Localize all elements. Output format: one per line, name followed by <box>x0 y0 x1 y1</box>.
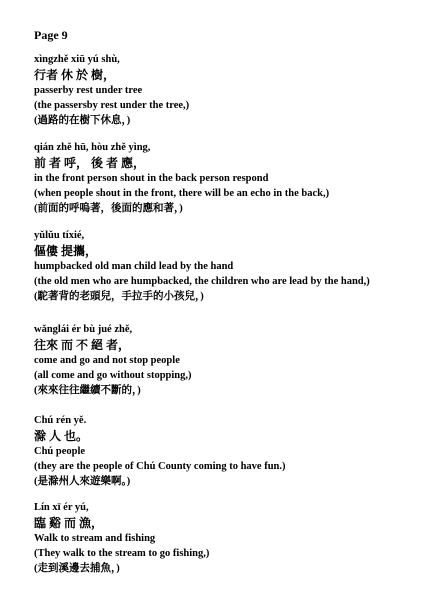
translation-line: (the old men who are humpbacked, the children who are lead by the hand,) <box>34 276 370 287</box>
pinyin-line: xìngzhě xiū yú shù, <box>34 54 120 65</box>
chinese-paraphrase-line: (駝著背的老頭兒，手拉手的小孩兒，) <box>34 291 204 302</box>
page-title: Page 9 <box>34 28 68 42</box>
pinyin-line: qián zhě hū, hòu zhě yìng, <box>34 142 151 153</box>
english-gloss-line: in the front person shout in the back person respond <box>34 173 269 184</box>
verse-block-1 <box>34 52 189 128</box>
translation-line: (They walk to the stream to go fishing,) <box>34 548 210 559</box>
hanzi-line: 滁 人 也。 <box>34 429 89 443</box>
chinese-paraphrase-line: (走到溪邊去捕魚，) <box>34 563 120 574</box>
hanzi-line: 前 者 呼， 後 者 應， <box>34 156 146 170</box>
hanzi-line: 行者 休 於 樹， <box>34 68 116 82</box>
english-gloss-line: passerby rest under tree <box>34 85 143 96</box>
chinese-paraphrase-line: (來來往往繼續不斷的，) <box>34 385 141 396</box>
translation-line: (the passersby rest under the tree,) <box>34 100 190 111</box>
translation-line: (they are the people of Chú County coming to have fun.) <box>34 461 286 472</box>
verse-block-4 <box>34 322 192 398</box>
hanzi-line: 往來 而 不 絕 者， <box>34 338 131 352</box>
hanzi-line: 傴僂 提攜， <box>34 244 98 258</box>
pinyin-line: Lín xī ér yú, <box>34 502 89 513</box>
chinese-paraphrase-line: (過路的在樹下休息，) <box>34 115 131 126</box>
chinese-paraphrase-line: (是滁州人來遊樂啊。) <box>34 476 131 487</box>
english-gloss-line: humpbacked old man child lead by the hand <box>34 261 234 272</box>
english-gloss-line: Walk to stream and fishing <box>34 533 156 544</box>
chinese-paraphrase-line: (前面的呼嗚著，後面的應和著，) <box>34 203 183 214</box>
english-gloss-line: come and go and not stop people <box>34 355 180 366</box>
verse-block-5 <box>34 413 286 489</box>
pinyin-line: yǔlǔu tíxié, <box>34 230 85 241</box>
verse-block-2 <box>34 140 329 216</box>
hanzi-line: 臨 谿 而 漁， <box>34 516 104 530</box>
translation-line: (when people shout in the front, there will be an echo in the back,) <box>34 188 330 199</box>
pinyin-line: Chú rén yě. <box>34 415 87 426</box>
pinyin-line: wǎnglái ér bù jué zhě, <box>34 324 133 335</box>
verse-block-6 <box>34 500 209 576</box>
english-gloss-line: Chú people <box>34 446 86 457</box>
verse-block-3 <box>34 228 394 304</box>
translation-line: (all come and go without stopping,) <box>34 370 192 381</box>
